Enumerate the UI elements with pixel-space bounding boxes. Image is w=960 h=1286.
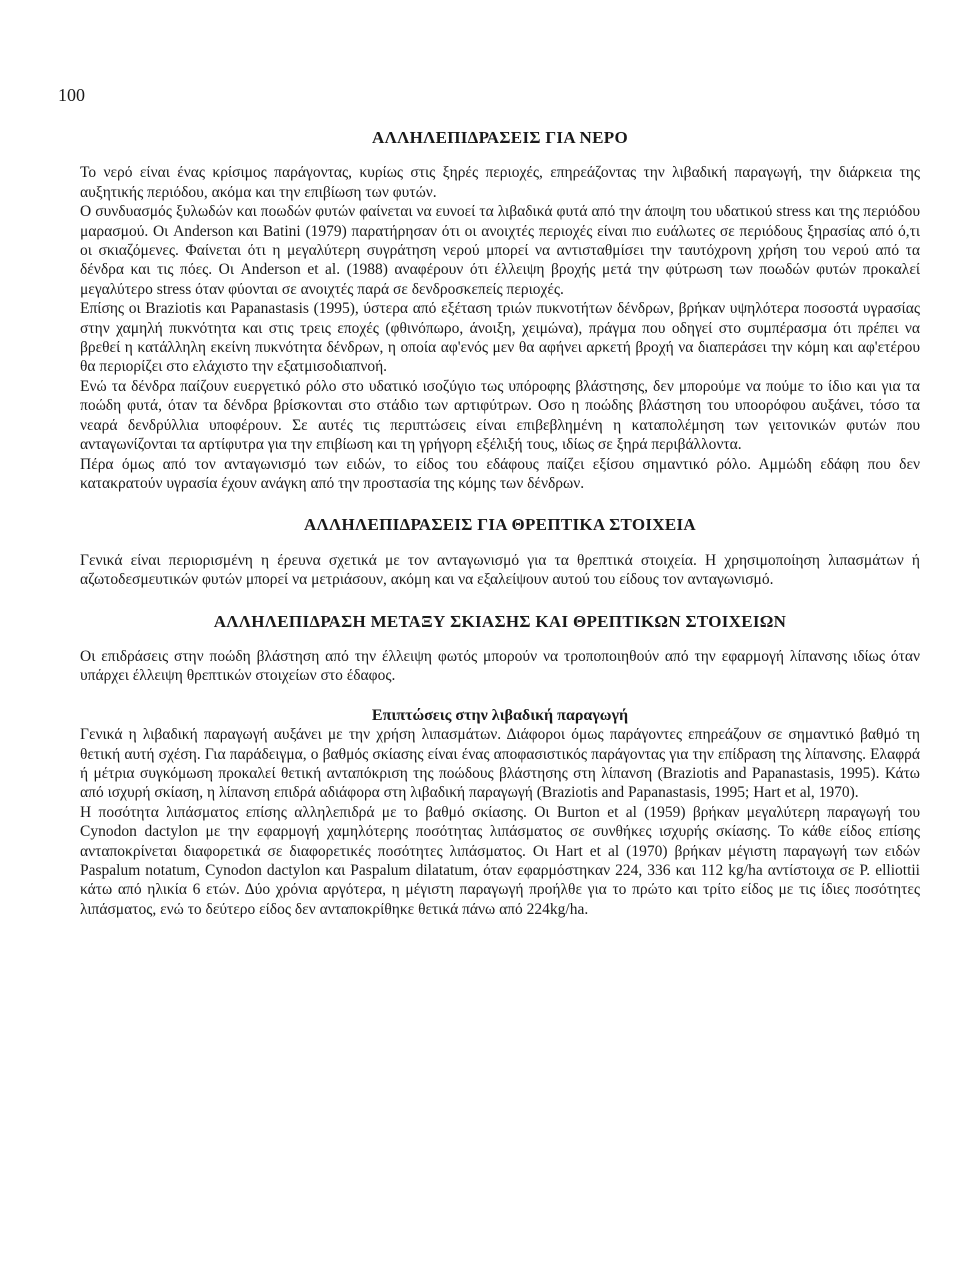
- paragraph: Πέρα όμως από τον ανταγωνισμό των ειδών, το είδος του εδάφους παίζει εξίσου σημαντικό ρόλο. Αμμώδη εδάφη που δεν κατακρατούν υγρασία έχουν ανάγκη από την προστασία της κόμης των δένδρων.: [80, 455, 920, 492]
- paragraph: Ενώ τα δένδρα παίζουν ευεργετικό ρόλο στο υδατικό ισοζύγιο τως υπόροφης βλάστησης, δεν μπορούμε να πούμε το ίδιο και για τα ποώδη φυτά, όταν τα δένδρα βρίσκονται στο στάδιο των αρτιφύτρων. Οσο η ποώδης βλάστηση του υποορόφου αυξάνει, τόσο τα νεαρά δενδρύλλια υποφέρουν. Σε αυτές τις περιπτώσεις είναι επιβεβλημένη η καταπολέμηση των γειτονικών φυτών που ανταγωνίζονται τα αρτίφυτρα για την επιβίωση και τη γρήγορη εξέλιξή τους, ιδίως σε ξηρά περιβάλλοντα.: [80, 377, 920, 454]
- section-heading-shade: ΑΛΛΗΛΕΠΙΔΡΑΣΗ ΜΕΤΑΞΥ ΣΚΙΑΣΗΣ ΚΑΙ ΘΡΕΠΤΙΚΩΝ ΣΤΟΙΧΕΙΩΝ: [213, 611, 787, 631]
- subheading-production: Επιπτώσεις στην λιβαδική παραγωγή: [371, 706, 629, 724]
- paragraph: Οι επιδράσεις στην ποώδη βλάστηση από την έλλειψη φωτός μπορούν να τροποποιηθούν από την εφαρμογή λίπανσης ιδίως όταν υπάρχει έλλειψη θρεπτικών στοιχείων στο έδαφος.: [80, 647, 920, 685]
- paragraph: Γενικά η λιβαδική παραγωγή αυξάνει με την χρήση λιπασμάτων. Διάφοροι όμως παράγοντες επηρεάζουν σε σημαντικό βαθμό τη θετική αυτή σχέση. Για παράδειγμα, ο βαθμός σκίασης είναι ένας αποφασιστικός παράγοντας για την επίδραση της λίπανσης. Ελαφρά ή μέτρια συγκόμωση προκαλεί θετική ανταπόκριση της ποώδους βλάστησης στη λίπανση (Braziotis and Papanastasis, 1995). Κάτω από ισχυρή σκίαση, η λίπανση επιδρά αδιάφορα στη λιβαδική παραγωγή (Braziotis and Papanastasis, 1995; Hart et al, 1970).: [80, 726, 920, 802]
- section-heading-nutrients: ΑΛΛΗΛΕΠΙΔΡΑΣΕΙΣ ΓΙΑ ΘΡΕΠΤΙΚΑ ΣΤΟΙΧΕΙΑ: [303, 515, 697, 535]
- page-content: [80, 128, 920, 919]
- paragraph: Επίσης οι Braziotis και Papanastasis (1995), ύστερα από εξέταση τριών πυκνοτήτων δένδρων, βρήκαν υψηλότερα ποσοστά υγρασίας στην χαμηλή πυκνότητα και στις τρεις εποχές (φθινόπωρο, άνοιξη, χειμώνα), πράγμα που οδηγεί στο συμπέρασμα ότι πρέπει να βρεθεί η κατάλληλη εκείνη πυκνότητα δένδρων, η οποία αφ'ενός μεν θα αφήνει αρκετή βροχή να διαπεράσει την κόμη και αφ'ετέρου θα περιορίζει στο ελάχιστο την εξατμισοδιαπνοή.: [80, 300, 920, 376]
- paragraph: Το νερό είναι ένας κρίσιμος παράγοντας, κυρίως στις ξηρές περιοχές, επηρεάζοντας την λιβαδική παραγωγή, την διάρκεια της αυξητικής περιόδου, ακόμα και την επιβίωση των φυτών.: [80, 164, 920, 201]
- page-number: 100: [58, 85, 85, 105]
- section-heading-water: ΑΛΛΗΛΕΠΙΔΡΑΣΕΙΣ ΓΙΑ ΝΕΡΟ: [372, 128, 628, 147]
- paragraph: Η ποσότητα λιπάσματος επίσης αλληλεπιδρά με το βαθμό σκίασης. Οι Burton et al (1959) βρήκαν μεγαλύτερη παραγωγή του Cynodon dactylon με την εφαρμογή χαμηλότερης ποσότητας λιπάσματος σε συνθήκες ισχυρής σκίασης. Το κάθε είδος επίσης ανταποκρίνεται διαφορετικά σε διαφορετικές ποσότητες λιπάσματος. Οι Hart et al (1970) βρήκαν μέγιστη παραγωγή των ειδών Paspalum notatum, Cynodon dactylon και Paspalum dilatatum, όταν εφαρμόστηκαν 224, 336 και 112 kg/ha αντίστοιχα σε P. elliottii κάτω από ηλικία 6 ετών. Δύο χρόνια αργότερα, η μέγιστη παραγωγή προήλθε για το πρώτο και τρίτο είδος με τις ίδιες ποσότητες λιπάσματος, ενώ το δεύτερο είδος δεν ανταποκρίθηκε θετικά πάνω από 224kg/ha.: [80, 803, 920, 918]
- paragraph: Γενικά είναι περιορισμένη η έρευνα σχετικά με τον ανταγωνισμό για τα θρεπτικά στοιχεία. Η χρησιμοποίηση λιπασμάτων ή αζωτοδεσμευτικών φυτών μπορεί να μετριάσουν, ακόμη και να εξαλείψουν αυτού του είδους τον ανταγωνισμό.: [80, 551, 920, 589]
- paragraph: Ο συνδυασμός ξυλωδών και ποωδών φυτών φαίνεται να ευνοεί τα λιβαδικά φυτά από την άποψη του υδατικού stress και της περιόδου μαρασμού. Οι Anderson και Batini (1979) παρατήρησαν ότι οι ανοιχτές περιοχές είναι πιο ευάλωτες σε περιόδους ξηρασίας από ό,τι οι σκιαζόμενες. Φαίνεται ότι η μεγαλύτερη συγράτηση νερού μπορεί να αντισταθμίσει την ταυτόχρονη χρήση του νερού από τα δένδρα και τις πόες. Οι Anderson et al. (1988) αναφέρουν ότι έλλειψη βροχής μετά την φύτρωση των ποωδών φυτών προκαλεί μεγαλύτερο stress όταν φύονται σε ανοιχτές παρά σε δενδροσκεπείς περιοχές.: [80, 203, 920, 298]
